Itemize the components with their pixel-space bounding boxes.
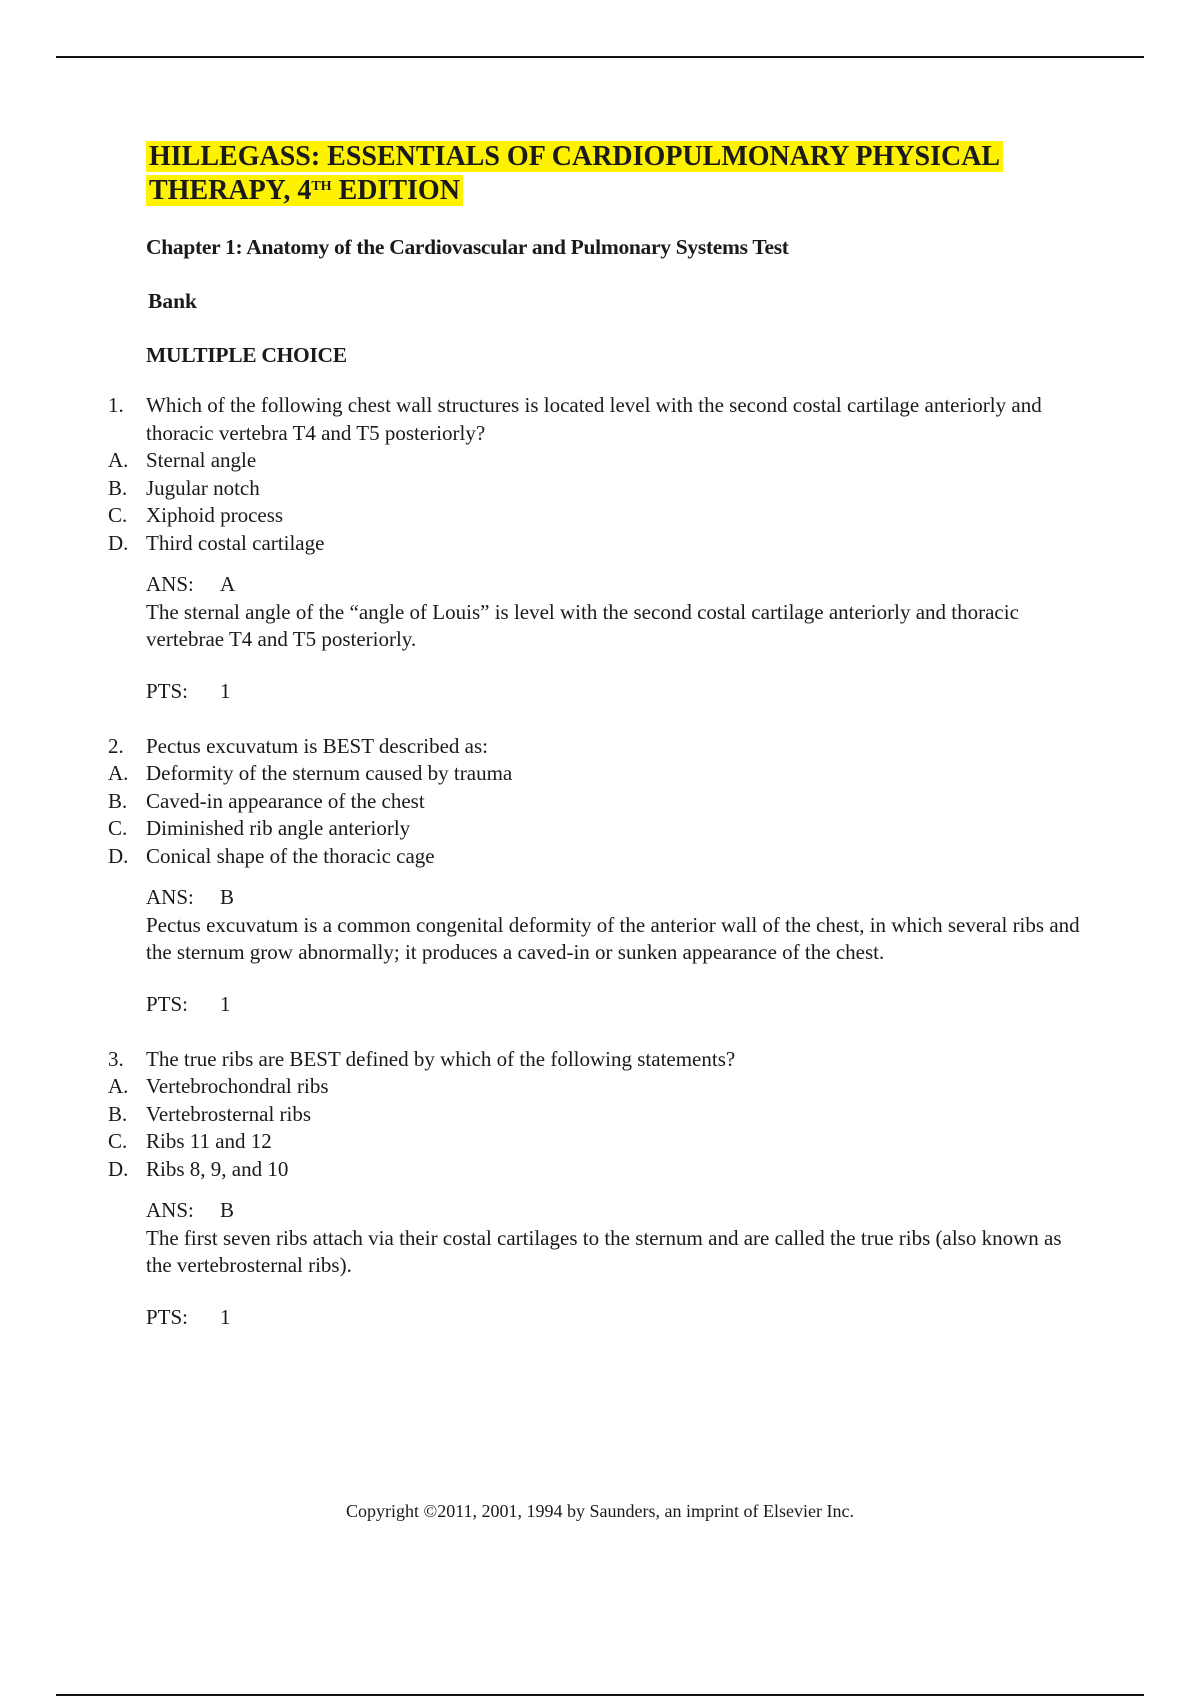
answer-line: ANS: B [146, 885, 235, 909]
option-a: A. Deformity of the sternum caused by trauma [108, 761, 513, 785]
option-a: A. Sternal angle [108, 448, 257, 472]
option-b: B. Caved-in appearance of the chest [108, 788, 425, 813]
question-number: 3. [108, 1046, 124, 1071]
answer-line: ANS: A [146, 572, 236, 596]
option-list [108, 760, 1086, 870]
question-number: 1. [108, 393, 124, 417]
points-line: PTS: 1 [146, 991, 231, 1016]
answer-line: ANS: B [146, 1198, 235, 1222]
bottom-rule [56, 1694, 1144, 1696]
points-line: PTS: 1 [146, 678, 231, 703]
option-c: C. Diminished rib angle anteriorly [108, 816, 411, 840]
question-number: 2. [108, 733, 124, 758]
answer-value: B [220, 885, 235, 909]
document-title [146, 140, 1086, 208]
copyright-footer: Copyright ©2011, 2001, 1994 by Saunders, an imprint of Elsevier Inc. [346, 1501, 854, 1521]
option-list [108, 1073, 1086, 1183]
bank-heading: Bank [148, 289, 198, 313]
answer-explanation: The first seven ribs attach via their costal cartilages to the sternum and are called the true ribs (also known as the vertebrosternal ribs). [146, 1225, 1062, 1277]
option-b: B. Vertebrosternal ribs [108, 1101, 312, 1126]
option-list [108, 447, 1086, 557]
option-d: D. Third costal cartilage [108, 530, 325, 555]
answer-value: B [220, 1198, 235, 1222]
section-heading: MULTIPLE CHOICE [146, 343, 347, 367]
question-2 [108, 733, 1086, 1018]
question-text: Pectus excuvatum is BEST described as: [146, 733, 488, 758]
page-content [108, 140, 1086, 1331]
top-rule [56, 56, 1144, 58]
question-text: Which of the following chest wall structures is located level with the second costal cartilage anteriorly and thoracic vertebra T4 and T5 posteriorly? [146, 393, 1042, 445]
points-value: 1 [220, 678, 231, 703]
option-b: B. Jugular notch [108, 475, 260, 500]
option-d: D. Ribs 8, 9, and 10 [108, 1156, 289, 1181]
answer-explanation: Pectus excuvatum is a common congenital deformity of the anterior wall of the chest, in which several ribs and the sternum grow abnormally; it produces a caved-in or sunken appearance of the chest. [146, 912, 1080, 964]
question-3 [108, 1046, 1086, 1331]
points-line: PTS: 1 [146, 1304, 231, 1329]
answer-value: A [220, 572, 236, 596]
question-1 [108, 392, 1086, 705]
title-line-1: HILLEGASS: ESSENTIALS OF CARDIOPULMONARY PHYSICAL [146, 141, 1003, 172]
answer-explanation: The sternal angle of the “angle of Louis” is level with the second costal cartilage anteriorly and thoracic vertebrae T4 and T5 posteriorly. [146, 599, 1019, 651]
title-line-2: THERAPY, 4TH EDITION [146, 175, 463, 206]
chapter-heading: Chapter 1: Anatomy of the Cardiovascular and Pulmonary Systems Test [146, 235, 789, 259]
option-a: A. Vertebrochondral ribs [108, 1074, 329, 1098]
option-c: C. Ribs 11 and 12 [108, 1129, 272, 1153]
points-value: 1 [220, 1304, 231, 1329]
question-text: The true ribs are BEST defined by which of the following statements? [146, 1046, 736, 1071]
option-d: D. Conical shape of the thoracic cage [108, 843, 435, 868]
option-c: C. Xiphoid process [108, 503, 284, 527]
points-value: 1 [220, 991, 231, 1016]
